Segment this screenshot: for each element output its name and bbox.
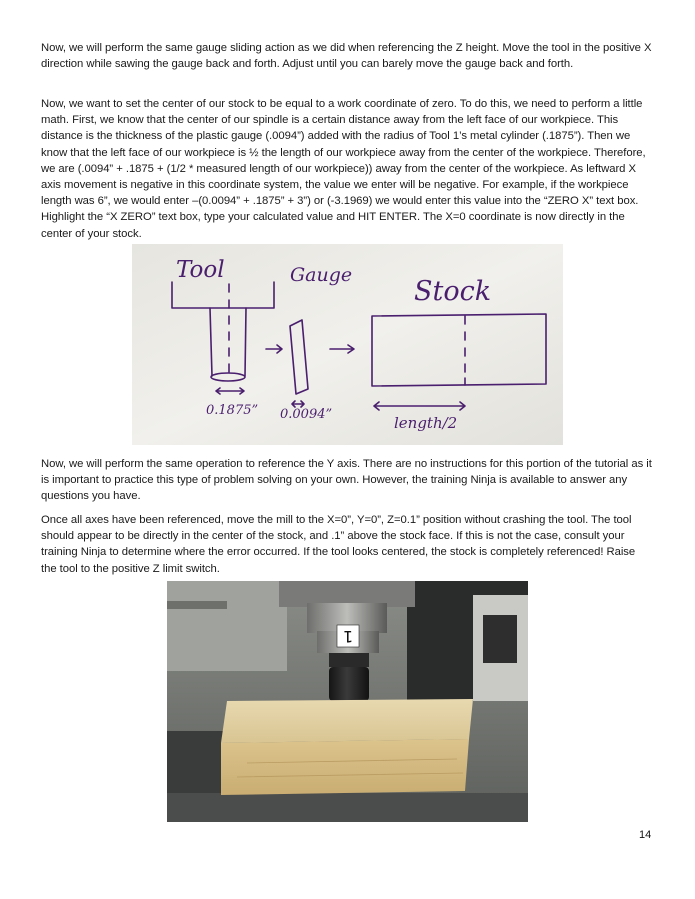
gauge-label: Gauge [290, 264, 353, 286]
paragraph-all-axes: Once all axes have been referenced, move the mill to the X=0”, Y=0”, Z=0.1” position without crashing the tool. The tool should appear to be directly in the center of the stock, and .1” above the stock face. If this is not the case, consult your training Ninja to determine where the error occurred. If the tool looks centered, the stock is completely referenced! Raise the tool to the positive Z limit switch. [41, 514, 636, 575]
tool-number-text: 1 [342, 627, 354, 646]
whiteboard-diagram [132, 244, 563, 445]
collet-nut [329, 667, 369, 701]
stock-top-face [221, 699, 473, 743]
collet-ring [329, 653, 369, 667]
paragraph-center-stock: Now, we want to set the center of our stock to be equal to a work coordinate of zero. To do this, we need to perform a little math. First, we know that the center of our spindle is a certain distance away from the left face of our workpiece. This distance is the thickness of the plastic gauge (.0094”) added with the radius of Tool 1’s metal cylinder (.1875”). Then we know that the left face of our workpiece is ½ the length of our workpiece away from the center of the workpiece. Therefore, we are (.0094” + .1875 + (1/2 * measured length of our workpiece)) away from the center of the workpiece. As leftward X axis movement is negative in this coordinate system, the value we enter will be negative. For example, if the workpiece length was 6”, we would enter –(0.0094” + .1875” + 3”) or (-3.1969) we would enter this value into the “ZERO X” text box. Highlight the “X ZERO” text box, type your calculated value and HIT ENTER. The X=0 coordinate is now directly in the center of your stock. [41, 98, 646, 240]
plate-logo [483, 615, 517, 663]
stock-dimension-label: length/2 [394, 414, 458, 432]
tool-dimension-label: 0.1875” [206, 403, 259, 418]
machine-frame-left [167, 581, 287, 671]
paragraph-y-axis: Now, we will perform the same operation to reference the Y axis. There are no instructions for this portion of the tutorial as it is important to practice this type of problem solving on your own. However, the training Ninja is available to answer any questions you have. [41, 458, 652, 503]
gauge-dimension-label: 0.0094” [280, 407, 333, 422]
mill-table-left [167, 731, 227, 801]
tool-label: Tool [176, 257, 225, 283]
stock-label: Stock [414, 276, 492, 307]
mill-vise [167, 793, 528, 822]
page-number: 14 [639, 829, 652, 841]
mill-photo [167, 581, 528, 822]
frame-bracket [167, 601, 227, 609]
paragraph-gauge-slide: Now, we will perform the same gauge sliding action as we did when referencing the Z height. Move the tool in the positive X direction while sawing the gauge back and forth. Adjust until you can barely move the gauge back and forth. [41, 42, 652, 71]
stock-front-face [221, 739, 469, 795]
